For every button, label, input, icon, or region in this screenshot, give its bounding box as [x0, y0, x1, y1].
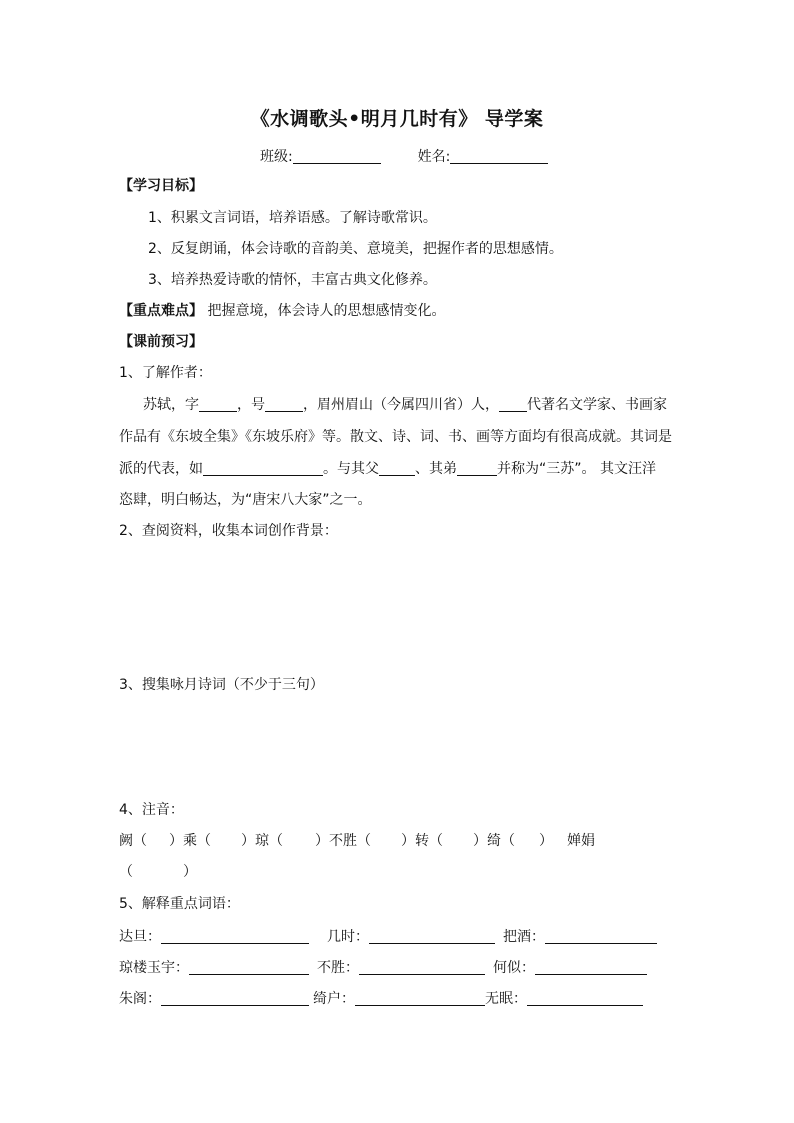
courtesy-name-blank[interactable]: [199, 397, 237, 412]
bio-text: 苏轼，字: [143, 397, 199, 413]
goals-heading: 【学习目标】: [119, 178, 203, 194]
paren-close: ）: [183, 864, 197, 880]
term-blank[interactable]: [161, 929, 309, 944]
focus-heading: 【重点难点】: [119, 303, 203, 319]
pinyin-word: 阙（: [119, 833, 147, 849]
term-label: 无眠：: [485, 991, 527, 1007]
bio-text: 代著名文学家、书画家: [527, 397, 667, 413]
goal-1: 1、积累文言词语，培养语感。了解诗歌常识。: [148, 210, 437, 226]
pinyin-word: ）不胜（: [315, 833, 371, 849]
term-label: 达旦：: [119, 929, 161, 945]
question-5: 5、解释重点词语：: [119, 896, 240, 912]
term-blank[interactable]: [355, 991, 485, 1006]
pinyin-word: ）: [539, 833, 553, 849]
art-name-blank[interactable]: [265, 397, 303, 412]
term-blank[interactable]: [359, 960, 485, 975]
question-2: 2、查阅资料，收集本词创作背景：: [119, 523, 338, 539]
term-label: 何似：: [493, 960, 535, 976]
bio-text: 。与其父: [323, 461, 379, 477]
page-title: 《水调歌头•明月几时有》 导学案: [250, 108, 544, 130]
name-blank[interactable]: [450, 149, 548, 164]
father-blank[interactable]: [379, 461, 415, 476]
term-label: 琼楼玉宇：: [119, 960, 189, 976]
bio-text: ，号: [237, 397, 265, 413]
class-label: 班级:: [260, 149, 293, 165]
term-row: [119, 957, 647, 977]
focus-text: 把握意境，体会诗人的思想感情变化。: [203, 303, 446, 319]
dynasty-blank[interactable]: [499, 397, 527, 412]
bio-line-2: 作品有《东坡全集》《东坡乐府》等。散文、诗、词、书、画等方面均有很高成就。其词是: [119, 429, 672, 445]
class-blank[interactable]: [293, 149, 381, 164]
question-3: 3、搜集咏月诗词（不少于三句）: [119, 677, 324, 693]
name-label: 姓名:: [417, 149, 451, 165]
pinyin-word: 婵娟: [567, 833, 595, 849]
term-blank[interactable]: [369, 929, 495, 944]
bio-text: 派的代表，如: [119, 461, 203, 477]
pinyin-row-2: [119, 863, 197, 881]
bio-line-1: [143, 396, 667, 414]
id-line: [260, 146, 548, 166]
term-label: 不胜：: [317, 960, 359, 976]
bio-text: 并称为“三苏”。 其文汪洋: [497, 461, 656, 477]
pinyin-word: ）乘（: [169, 833, 211, 849]
term-blank[interactable]: [161, 991, 309, 1006]
paren-open: （: [119, 864, 133, 880]
term-blank[interactable]: [527, 991, 643, 1006]
bio-line-4: 恣肆，明白畅达，为“唐宋八大家”之一。: [119, 492, 372, 508]
goal-2: 2、反复朗诵，体会诗歌的音韵美、意境美，把握作者的思想感情。: [148, 241, 563, 257]
term-blank[interactable]: [545, 929, 657, 944]
term-label: 朱阁：: [119, 991, 161, 1007]
goal-3: 3、培养热爱诗歌的情怀，丰富古典文化修养。: [148, 272, 437, 288]
term-label: 把酒：: [503, 929, 545, 945]
focus-line: [119, 302, 445, 320]
bio-text: ，眉州眉山（今属四川省）人，: [303, 397, 499, 413]
pinyin-row: [119, 832, 595, 850]
pinyin-word: ）转（: [401, 833, 443, 849]
term-blank[interactable]: [535, 960, 647, 975]
pinyin-word: ）绮（: [473, 833, 515, 849]
preview-heading: 【课前预习】: [119, 334, 203, 350]
pinyin-word: ）琼（: [241, 833, 283, 849]
term-label: 几时：: [327, 929, 369, 945]
term-row: [119, 926, 657, 946]
bio-text: 、其弟: [415, 461, 457, 477]
representative-work-blank[interactable]: [203, 461, 323, 476]
term-label: 绮户：: [313, 991, 355, 1007]
term-row: [119, 988, 643, 1008]
brother-blank[interactable]: [457, 461, 497, 476]
question-4: 4、注音：: [119, 802, 184, 818]
term-blank[interactable]: [189, 960, 309, 975]
bio-line-3: [119, 460, 656, 478]
question-1: 1、了解作者：: [119, 365, 212, 381]
